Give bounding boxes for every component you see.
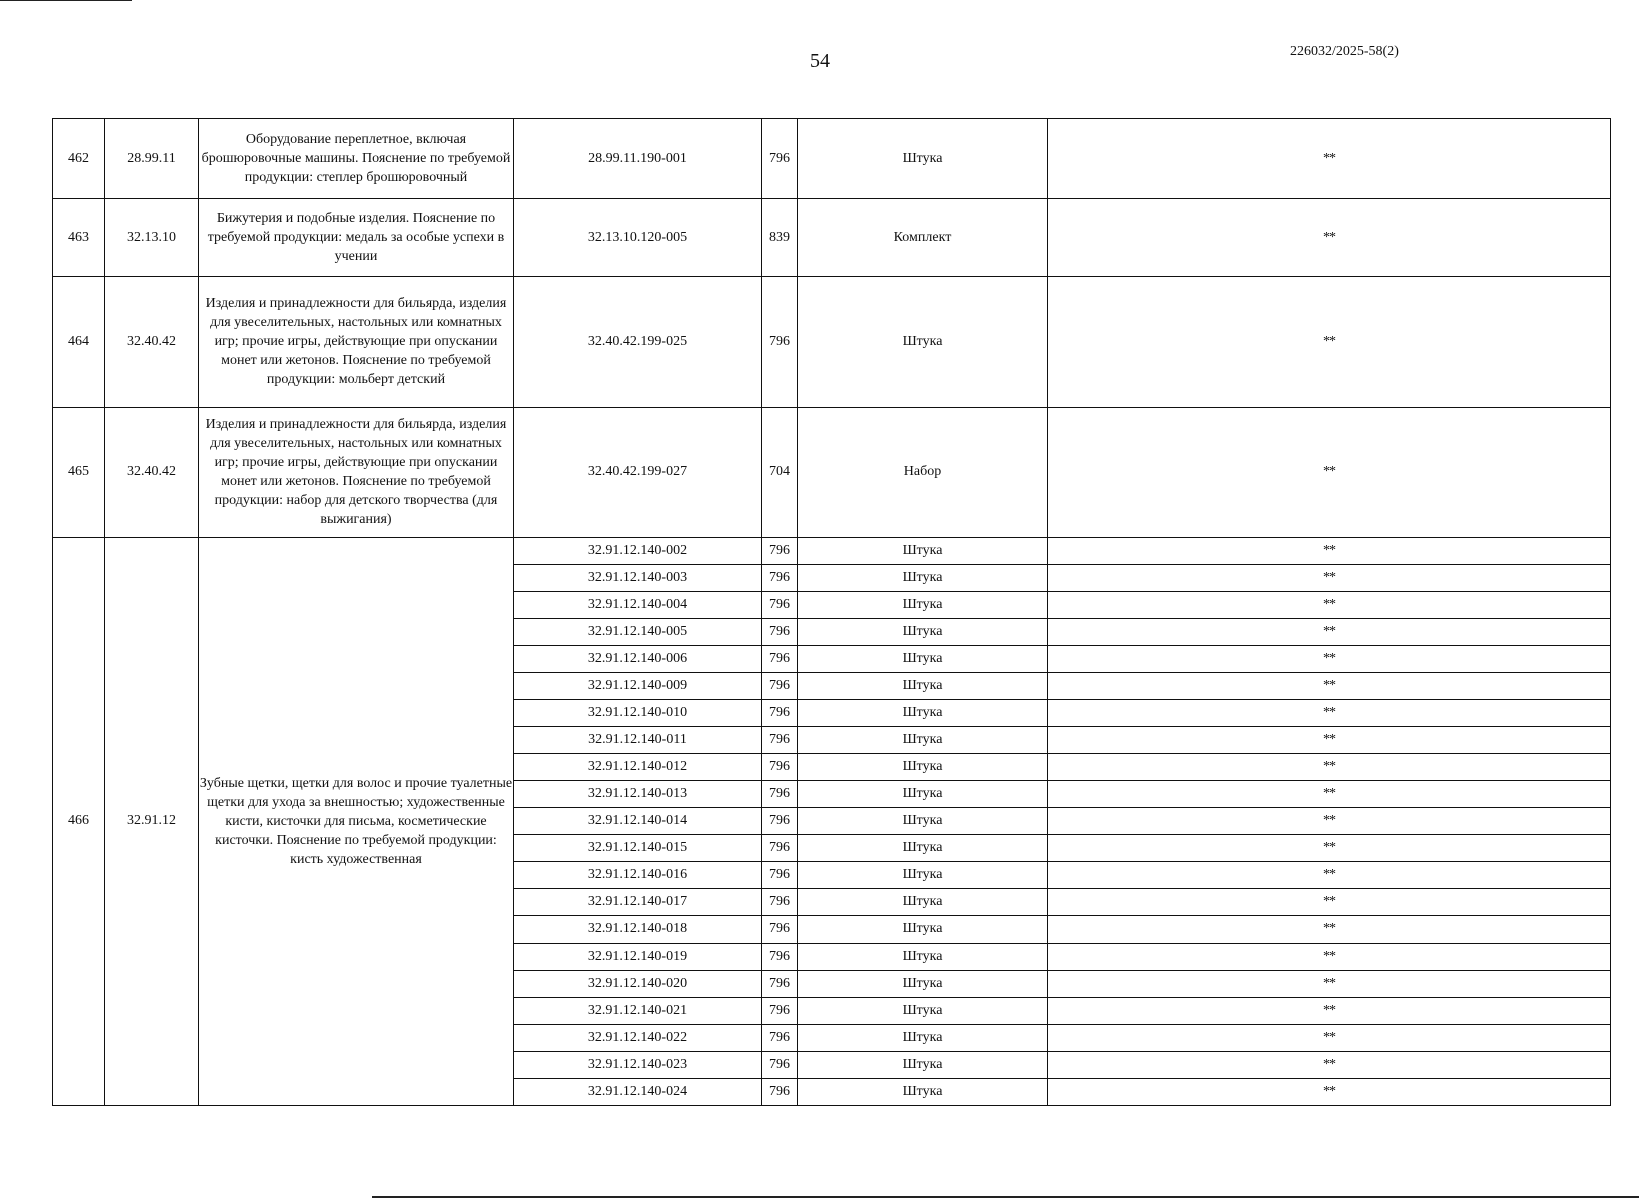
ktru-code: 32.91.12.140-020: [514, 970, 762, 997]
okei-code: 796: [762, 808, 798, 835]
okei-code: 796: [762, 889, 798, 916]
products-table: [52, 118, 1611, 1106]
okei-code: 796: [762, 997, 798, 1024]
note-mark: **: [1048, 862, 1611, 889]
okpd-code: 32.40.42: [105, 277, 199, 407]
unit-name: Штука: [798, 119, 1048, 199]
okpd-code: 32.91.12: [105, 537, 199, 1105]
product-description: Бижутерия и подобные изделия. Пояснение по требуемой продукции: медаль за особые успехи в учении: [199, 199, 514, 277]
unit-name: Штука: [798, 808, 1048, 835]
note-mark: **: [1048, 1024, 1611, 1051]
scan-edge-line-top: [0, 0, 132, 1]
note-mark: **: [1048, 537, 1611, 564]
ktru-code: 32.91.12.140-005: [514, 618, 762, 645]
ktru-code: 32.13.10.120-005: [514, 199, 762, 277]
row-number: 464: [53, 277, 105, 407]
note-mark: **: [1048, 277, 1611, 407]
row-number: 466: [53, 537, 105, 1105]
unit-name: Штука: [798, 591, 1048, 618]
note-mark: **: [1048, 781, 1611, 808]
okei-code: 796: [762, 700, 798, 727]
okpd-code: 28.99.11: [105, 119, 199, 199]
note-mark: **: [1048, 673, 1611, 700]
ktru-code: 32.91.12.140-021: [514, 997, 762, 1024]
table-row: [53, 537, 1611, 564]
ktru-code: 28.99.11.190-001: [514, 119, 762, 199]
okei-code: 796: [762, 754, 798, 781]
unit-name: Штука: [798, 537, 1048, 564]
note-mark: **: [1048, 407, 1611, 537]
note-mark: **: [1048, 1051, 1611, 1078]
note-mark: **: [1048, 119, 1611, 199]
ktru-code: 32.91.12.140-023: [514, 1051, 762, 1078]
unit-name: Штука: [798, 835, 1048, 862]
unit-name: Штука: [798, 943, 1048, 970]
okei-code: 704: [762, 407, 798, 537]
okei-code: 796: [762, 618, 798, 645]
unit-name: Набор: [798, 407, 1048, 537]
row-number: 462: [53, 119, 105, 199]
page-number: 54: [810, 50, 830, 72]
okei-code: 796: [762, 1078, 798, 1105]
note-mark: **: [1048, 1078, 1611, 1105]
unit-name: Штука: [798, 277, 1048, 407]
okei-code: 796: [762, 781, 798, 808]
unit-name: Штука: [798, 1078, 1048, 1105]
okei-code: 796: [762, 564, 798, 591]
okei-code: 796: [762, 537, 798, 564]
table-row: [53, 277, 1611, 407]
note-mark: **: [1048, 808, 1611, 835]
unit-name: Штука: [798, 618, 1048, 645]
okei-code: 796: [762, 119, 798, 199]
ktru-code: 32.91.12.140-004: [514, 591, 762, 618]
okei-code: 796: [762, 277, 798, 407]
unit-name: Штука: [798, 700, 1048, 727]
ktru-code: 32.40.42.199-027: [514, 407, 762, 537]
unit-name: Штука: [798, 646, 1048, 673]
unit-name: Штука: [798, 727, 1048, 754]
okei-code: 839: [762, 199, 798, 277]
table-row: [53, 119, 1611, 199]
ktru-code: 32.91.12.140-012: [514, 754, 762, 781]
note-mark: **: [1048, 943, 1611, 970]
ktru-code: 32.91.12.140-024: [514, 1078, 762, 1105]
document-id: 226032/2025-58(2): [1290, 44, 1399, 59]
note-mark: **: [1048, 916, 1611, 943]
scan-edge-line-bottom: [372, 1196, 1639, 1198]
okei-code: 796: [762, 1051, 798, 1078]
ktru-code: 32.91.12.140-002: [514, 537, 762, 564]
row-number: 465: [53, 407, 105, 537]
note-mark: **: [1048, 591, 1611, 618]
ktru-code: 32.91.12.140-018: [514, 916, 762, 943]
note-mark: **: [1048, 754, 1611, 781]
note-mark: **: [1048, 646, 1611, 673]
ktru-code: 32.91.12.140-011: [514, 727, 762, 754]
unit-name: Комплект: [798, 199, 1048, 277]
ktru-code: 32.91.12.140-013: [514, 781, 762, 808]
ktru-code: 32.91.12.140-014: [514, 808, 762, 835]
unit-name: Штука: [798, 889, 1048, 916]
unit-name: Штука: [798, 1051, 1048, 1078]
okei-code: 796: [762, 1024, 798, 1051]
note-mark: **: [1048, 700, 1611, 727]
ktru-code: 32.91.12.140-019: [514, 943, 762, 970]
table-row: [53, 407, 1611, 537]
ktru-code: 32.91.12.140-016: [514, 862, 762, 889]
note-mark: **: [1048, 997, 1611, 1024]
okei-code: 796: [762, 943, 798, 970]
okpd-code: 32.13.10: [105, 199, 199, 277]
product-description: Изделия и принадлежности для бильярда, изделия для увеселительных, настольных или комнатных игр; прочие игры, действующие при опускании монет или жетонов. Пояснение по требуемой продукции: мольберт детский: [199, 277, 514, 407]
okpd-code: 32.40.42: [105, 407, 199, 537]
ktru-code: 32.91.12.140-017: [514, 889, 762, 916]
unit-name: Штука: [798, 862, 1048, 889]
ktru-code: 32.91.12.140-015: [514, 835, 762, 862]
note-mark: **: [1048, 727, 1611, 754]
okei-code: 796: [762, 646, 798, 673]
ktru-code: 32.91.12.140-003: [514, 564, 762, 591]
unit-name: Штука: [798, 781, 1048, 808]
note-mark: **: [1048, 970, 1611, 997]
okei-code: 796: [762, 591, 798, 618]
unit-name: Штука: [798, 564, 1048, 591]
note-mark: **: [1048, 889, 1611, 916]
note-mark: **: [1048, 199, 1611, 277]
ktru-code: 32.91.12.140-010: [514, 700, 762, 727]
okei-code: 796: [762, 862, 798, 889]
okei-code: 796: [762, 916, 798, 943]
okei-code: 796: [762, 727, 798, 754]
okei-code: 796: [762, 835, 798, 862]
unit-name: Штука: [798, 916, 1048, 943]
unit-name: Штука: [798, 997, 1048, 1024]
unit-name: Штука: [798, 1024, 1048, 1051]
ktru-code: 32.91.12.140-009: [514, 673, 762, 700]
ktru-code: 32.40.42.199-025: [514, 277, 762, 407]
ktru-code: 32.91.12.140-006: [514, 646, 762, 673]
product-description: Оборудование переплетное, включая брошюровочные машины. Пояснение по требуемой продукции: степлер брошюровочный: [199, 119, 514, 199]
product-description: Изделия и принадлежности для бильярда, изделия для увеселительных, настольных или комнатных игр; прочие игры, действующие при опускании монет или жетонов. Пояснение по требуемой продукции: набор для детского творчества (для выжигания): [199, 407, 514, 537]
okei-code: 796: [762, 673, 798, 700]
note-mark: **: [1048, 835, 1611, 862]
okei-code: 796: [762, 970, 798, 997]
unit-name: Штука: [798, 754, 1048, 781]
row-number: 463: [53, 199, 105, 277]
table-row: [53, 199, 1611, 277]
note-mark: **: [1048, 618, 1611, 645]
unit-name: Штука: [798, 970, 1048, 997]
unit-name: Штука: [798, 673, 1048, 700]
product-description: Зубные щетки, щетки для волос и прочие туалетные щетки для ухода за внешностью; художественные кисти, кисточки для письма, косметические кисточки. Пояснение по требуемой продукции: кисть художественная: [199, 537, 514, 1105]
ktru-code: 32.91.12.140-022: [514, 1024, 762, 1051]
note-mark: **: [1048, 564, 1611, 591]
